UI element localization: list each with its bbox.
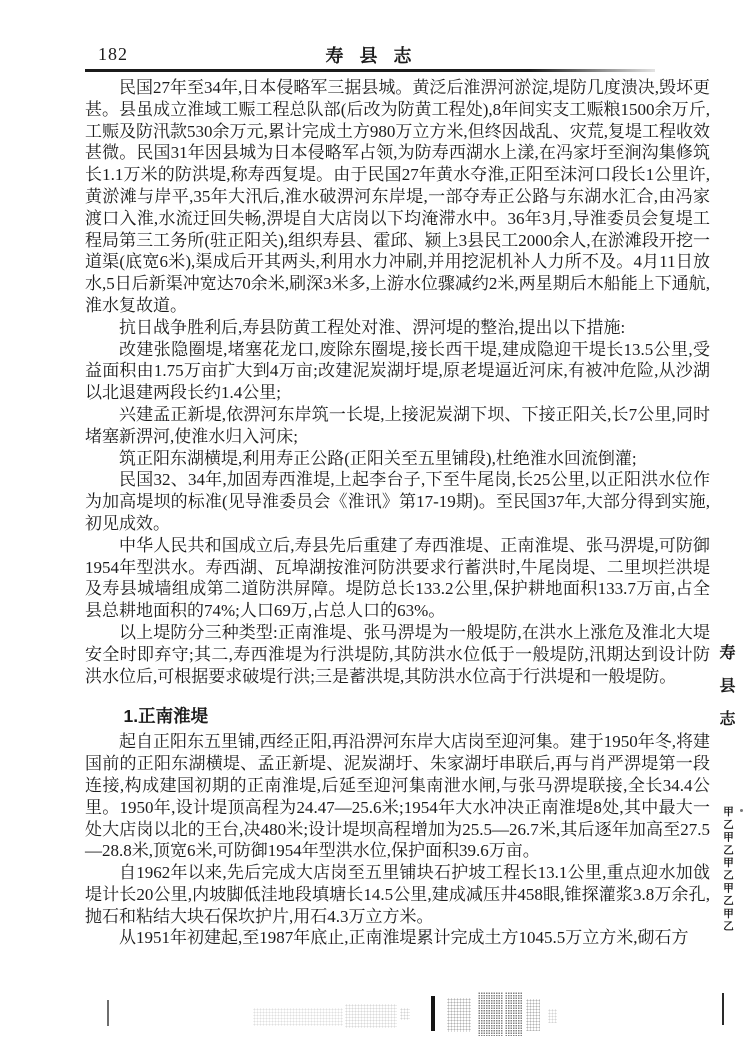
header-rule <box>85 69 655 72</box>
scan-smudge <box>253 1008 343 1026</box>
body-paragraph: 改建张隐圈堤,堵塞花龙口,废除东圈堤,接长西干堤,建成隐迎干堤长13.5公里,受益面积由1.75万亩扩大到4万亩;改建泥炭湖圩堤,原老堤逼近河床,有被冲危险,从沙湖以北退建两段长约1.4公里; <box>85 339 710 403</box>
scan-smudge <box>447 998 471 1032</box>
body-paragraph: 民国27年至34年,日本侵略军三据县城。黄泛后淮淠河淤淀,堤防几度溃决,毁坏更甚。县虽成立淮域工赈工程总队部(后改为防黄工程处),8年间实支工赈粮1500余万斤,工赈及防汛款530余万元,累计完成土方980万立方米,但终因战乱、灾荒,复堤工程收效甚微。民国31年因县城为日本侵略军占领,为防寿西湖水上漾,在冯家圩至涧沟集修筑长1.1万米的防洪堤,称寿西复堤。由于民国27年黄水夺淮,正阳至沫河口段长1公里许,黄淤滩与岸平,35年大汛后,淮水破淠河东岸堤,一部夺寿正公路与东湖水汇合,由冯家渡口入淮,水流迂回失畅,淠堤自大店岗以下均淹滞水中。36年3月,导淮委员会复堤工程局第三工务所(驻正阳关),组织寿县、霍邱、颍上3县民工2000余人,在淤滩段开挖一道渠(底宽6米),渠成后开其两头,利用水力冲刷,并用挖泥机补人力所不及。4月11日放水,5日后新渠冲宽达70余米,刷深3米多,上游水位骤减约2米,两星期后木船能上下通航,淮水复故道。 <box>85 78 710 315</box>
scan-smudge <box>526 999 540 1031</box>
page-number: 182 <box>98 44 128 64</box>
margin-binding-marks: 甲乙甲乙甲乙甲乙甲乙 <box>722 806 734 933</box>
body-paragraph: 起自正阳东五里铺,西经正阳,再沿淠河东岸大店岗至迎河集。建于1950年冬,将建国前的正阳东湖横堤、孟正新堤、泥炭湖圩、朱家湖圩串联后,再与肖严淠堤第一段连接,构成建国初期的正南淮堤,后延至迎河集南泄水闸,与张马淠堤联接,全长34.4公里。1950年,设计堤顶高程为24.47—25.6米;1954年大水冲决正南淮堤8处,其中最大一处大店岗以北的王台,决480米;设计堤坝高程增加为25.5—26.7米,其后逐年加高至27.5—28.8米,顶宽6米,可防御1954年型洪水位,保护面积39.6万亩。 <box>85 732 710 861</box>
scan-smudge <box>505 992 523 1036</box>
page-header-title: 寿县志 <box>325 46 428 66</box>
section-heading: 1.正南淮堤 <box>123 706 209 727</box>
margin-vertical-line <box>722 993 724 1025</box>
body-paragraph: 中华人民共和国成立后,寿县先后重建了寿西淮堤、正南淮堤、张马淠堤,可防御1954年型洪水。寿西湖、瓦埠湖按淮河防洪要求行蓄洪时,牛尾岗堤、二里坝拦洪堤及寿县城墙组成第二道防洪屏障。堤防总长133.2公里,保护耕地面积133.7万亩,占全县总耕地面积的74%;人口69万,占总人口的63%。 <box>85 535 710 621</box>
body-paragraph: 民国32、34年,加固寿西淮堤,上起李台子,下至牛尾岗,长25公里,以正阳洪水位作为加高堤坝的标准(见导淮委员会《淮讯》第17-19期)。至民国37年,大部分得到实施,初见成效。 <box>85 470 710 533</box>
scan-smudge <box>345 1004 397 1028</box>
body-text <box>85 77 710 949</box>
scan-smudge <box>400 1008 410 1020</box>
margin-vertical-title: 寿县志 <box>717 644 734 743</box>
body-paragraph: 以上堤防分三种类型:正南淮堤、张马淠堤为一般堤防,在洪水上涨危及淮北大堤安全时即弃守;其二,寿西淮堤为行洪堤防,其防洪水位低于一般堤防,汛期达到设计防洪水位后,可根据要求破堤行洪;三是蓄洪堤,其防洪水位高于行洪堤和一般堤防。 <box>85 622 710 686</box>
scan-tick-mark <box>107 1000 109 1026</box>
body-paragraph: 筑正阳东湖横堤,利用寿正公路(正阳关至五里铺段),杜绝淮水回流倒灌; <box>119 448 637 468</box>
body-paragraph: 兴建孟正新堤,依淠河东岸筑一长堤,上接泥炭湖下坝、下接正阳关,长7公里,同时堵塞新淠河,使淮水归入河床; <box>85 404 710 446</box>
scan-smudge <box>548 1009 557 1023</box>
body-paragraph: 从1951年初建起,至1987年底止,正南淮堤累计完成土方1045.5万立方米,砌石方 <box>119 928 689 948</box>
body-paragraph: 自1962年以来,先后完成大店岗至五里铺块石护坡工程长13.1公里,重点迎水加戗堤计长20公里,内坡脚低洼地段填塘长14.5公里,建成减压井458眼,锥探灌浆3.8万余孔,抛石和粘结大块石保坎护片,用石4.3万立方米。 <box>85 863 710 926</box>
scan-smudge <box>478 992 503 1036</box>
scan-ink-bar <box>431 996 435 1031</box>
body-paragraph: 抗日战争胜利后,寿县防黄工程处对淮、淠河堤的整治,提出以下措施: <box>119 317 626 337</box>
margin-speck <box>740 809 743 812</box>
